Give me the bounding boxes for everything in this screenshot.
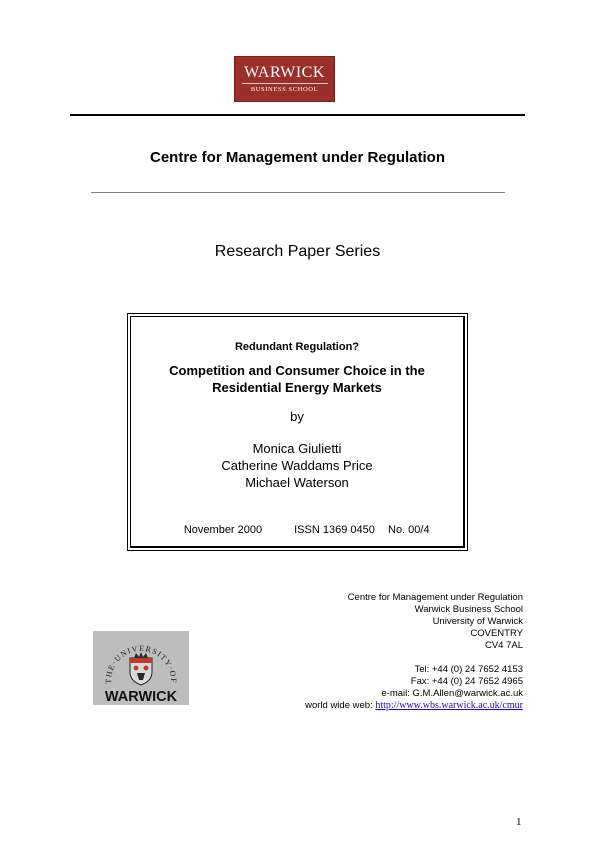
author-name: Catherine Waddams Price xyxy=(221,458,373,473)
author-list xyxy=(131,440,463,491)
contact-address xyxy=(290,592,523,712)
paper-date: November 2000 xyxy=(183,524,263,536)
paper-info-box xyxy=(127,313,468,551)
crest-arc-text: THE·UNIVERSITY·OF xyxy=(103,643,179,684)
logo-sub-text: BUSINESS SCHOOL xyxy=(250,86,319,93)
address-line: Centre for Management under Regulation xyxy=(347,592,523,603)
paper-title-line: Competition and Consumer Choice in the xyxy=(169,363,425,378)
by-label: by xyxy=(290,409,304,424)
series-title: Research Paper Series xyxy=(214,243,381,260)
logo-main-text: WARWICK xyxy=(244,64,325,81)
website-label: world wide web: xyxy=(305,700,376,711)
paper-meta xyxy=(165,524,430,536)
paper-title-line: Residential Energy Markets xyxy=(212,380,382,395)
paper-number: No. 00/4 xyxy=(388,524,430,536)
crest-graphic xyxy=(93,631,189,705)
paper-info-inner xyxy=(130,316,465,548)
address-line: University of Warwick xyxy=(432,616,523,627)
paper-issn: ISSN 1369 0450 xyxy=(294,524,375,536)
address-line: CV4 7AL xyxy=(484,640,523,651)
header-rule xyxy=(70,114,525,116)
paper-kicker: Redundant Regulation? xyxy=(234,341,360,353)
email: e-mail: G.M.Allen@warwick.ac.uk xyxy=(381,688,523,699)
page-number: 1 xyxy=(516,816,522,828)
address-spacer xyxy=(290,652,523,664)
crest-name: WARWICK xyxy=(104,689,178,705)
address-line: Warwick Business School xyxy=(414,604,523,615)
address-line: COVENTRY xyxy=(470,628,523,639)
paper-title xyxy=(131,362,463,396)
fax: Fax: +44 (0) 24 7652 4965 xyxy=(410,676,523,687)
logo-divider xyxy=(242,83,328,84)
author-name: Michael Waterson xyxy=(245,475,349,490)
author-name: Monica Giulietti xyxy=(252,441,342,456)
university-of-warwick-crest xyxy=(93,631,189,705)
shield-icon xyxy=(130,652,152,685)
website xyxy=(290,700,523,712)
telephone: Tel: +44 (0) 24 7652 4153 xyxy=(414,664,523,675)
centre-title: Centre for Management under Regulation xyxy=(149,149,446,166)
warwick-business-school-logo xyxy=(234,56,335,102)
website-link[interactable]: http://www.wbs.warwick.ac.uk/cmur xyxy=(375,700,523,711)
section-divider xyxy=(91,192,505,193)
